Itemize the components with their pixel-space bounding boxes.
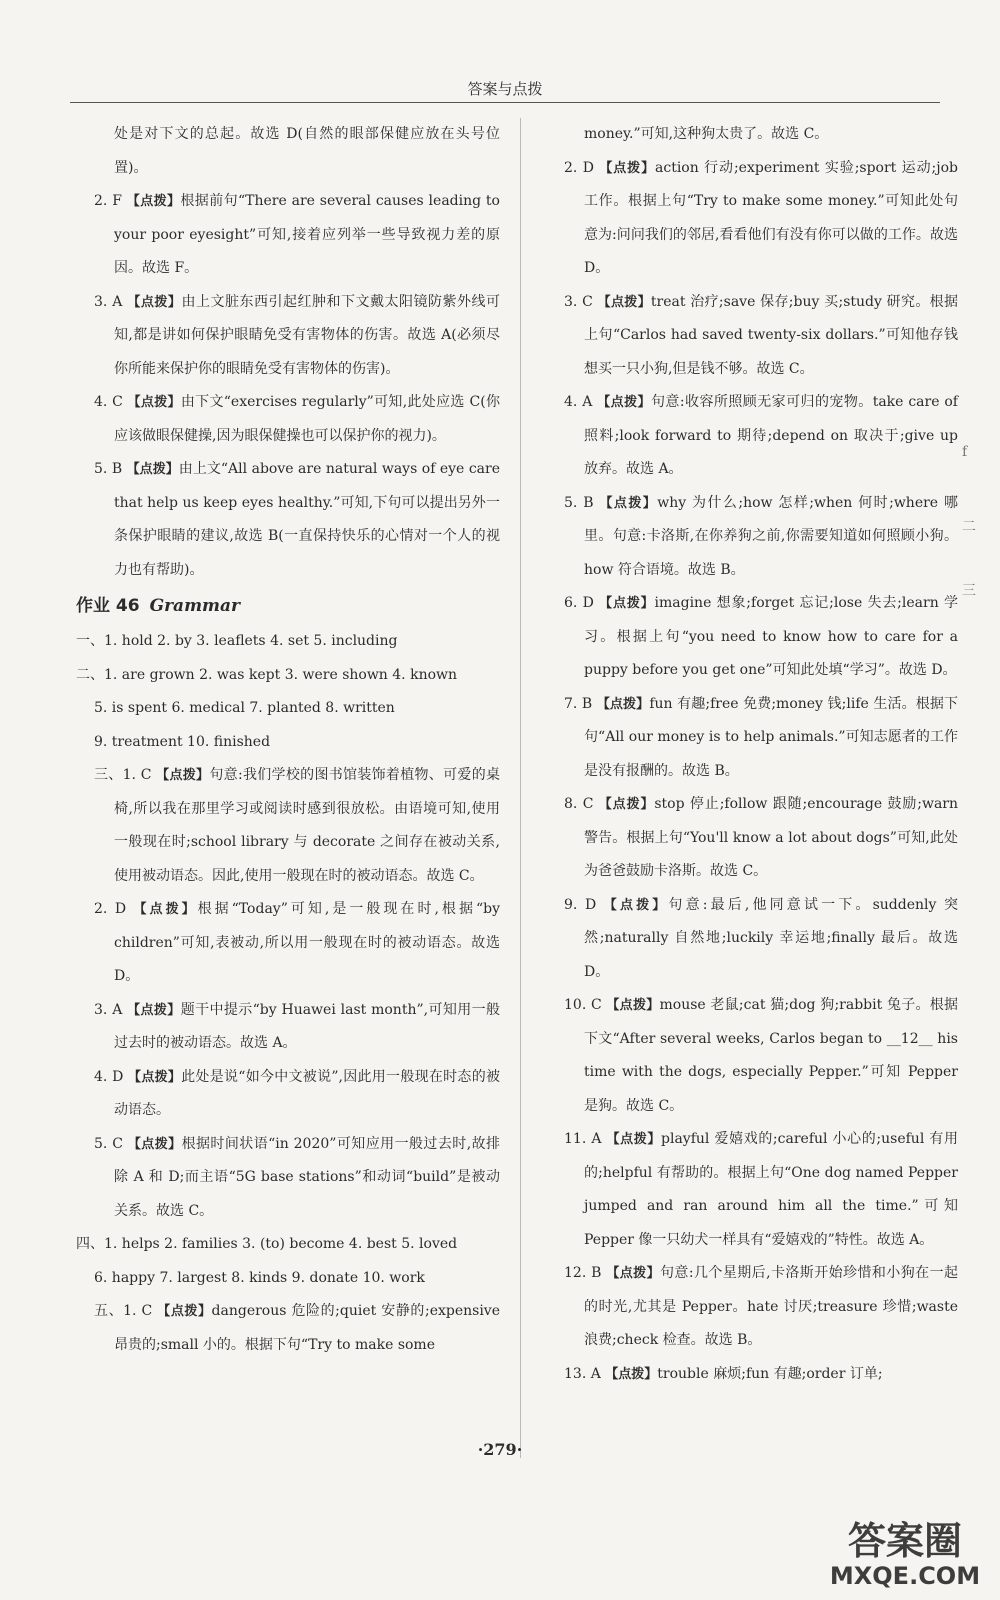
watermark-en: MXQE.COM: [829, 1562, 981, 1590]
edge-fragment: 三: [962, 583, 976, 599]
column-divider: [520, 118, 521, 1458]
hint-tag: 【点拨】: [606, 1132, 662, 1147]
answer-text: 四、1. helps 2. families 3. (to) become 4. best 5. loved: [76, 1236, 458, 1252]
section-title-en: Grammar: [149, 596, 241, 616]
hint-tag: 【点拨】: [599, 495, 658, 511]
hint-tag: 【点拨】: [127, 395, 181, 410]
watermark-cn: 答案圈: [847, 1519, 963, 1563]
hint-tag: 【点拨】: [133, 902, 198, 917]
answer-paragraph: [546, 889, 958, 990]
answer-text: stop 停止;follow 跟随;encourage 鼓励;warn 警告。根据上句“You'll know a lot about dogs”可知,此处为爸爸鼓励卡洛斯。故选 C。: [584, 796, 958, 879]
answer-text: imagine 想象;forget 忘记;lose 失去;learn 学习。根据上句“you need to know how to care for a puppy before you get one”可知此处填“学习”。故选 D。: [584, 595, 958, 678]
answer-paragraph: [76, 1128, 500, 1229]
answer-paragraph: [76, 1295, 500, 1362]
answer-number: 12. B: [564, 1265, 602, 1281]
hint-tag: 【点拨】: [126, 462, 179, 477]
answer-paragraph: [546, 989, 958, 1123]
answer-paragraph: [76, 185, 500, 286]
answer-text: 二、1. are grown 2. was kept 3. were shown 4. known: [76, 666, 458, 683]
hint-tag: 【点拨】: [127, 1136, 182, 1152]
answer-text: 题干中提示“by Huawei last month”,可知用一般过去时的被动语态。故选 A。: [114, 1001, 500, 1051]
answer-text: 处是对下文的总起。故选 D(自然的眼部保健应放在头号位置)。: [114, 126, 500, 176]
answer-text: action 行动;experiment 实验;sport 运动;job 工作。根据上句“Try to make some money.”可知此处句意为:问问我们的邻居,看看他们有没有你可以做的工作。故选 D。: [584, 159, 958, 276]
hint-tag: 【点拨】: [127, 294, 182, 310]
answer-number: 2. D: [564, 159, 594, 176]
answer-text: 根据“Today”可知,是一般现在时,根据“by children”可知,表被动,所以用一般现在时的被动语态。故选 D。: [114, 901, 500, 984]
answer-paragraph: [76, 453, 500, 587]
answer-number: 5. B: [564, 494, 594, 511]
answer-text: 由下文“exercises regularly”可知,此处应选 C(你应该做眼保健操,因为眼保健操也可以保护你的视力)。: [114, 394, 500, 444]
answer-paragraph: [76, 1061, 500, 1128]
hint-tag: 【点拨】: [596, 696, 650, 712]
answer-text: 6. happy 7. largest 8. kinds 9. donate 10. work: [94, 1269, 425, 1286]
answer-text: 句意:最后,他同意试一下。suddenly 突然;naturally 自然地;luckily 幸运地;finally 最后。故选 D。: [584, 896, 958, 980]
answer-text: why 为什么;how 怎样;when 何时;where 哪里。句意:卡洛斯,在你养狗之前,你需要知道如何照顾小狗。how 符合语境。故选 B。: [584, 494, 958, 578]
answer-number: 4. C: [94, 394, 123, 410]
hint-tag: 【点拨】: [597, 395, 651, 410]
hint-tag: 【点拨】: [599, 160, 656, 176]
section-title: [76, 589, 500, 623]
answer-number: 6. D: [564, 595, 594, 611]
answer-paragraph: [76, 726, 500, 760]
answer-text: 此处是说“如今中文被说”,因此用一般现在时态的被动语态。: [114, 1068, 500, 1118]
answer-text: playful 爱嬉戏的;careful 小心的;useful 有用的;helpful 有帮助的。根据上句“One dog named Pepper jumped and ran around him all the time.”可知 Pepper 像一只幼犬一样具有“爱嬉戏的”特性。故选 A。: [584, 1131, 958, 1248]
answer-number: 4. D: [94, 1068, 124, 1085]
edge-fragment: f: [962, 444, 968, 460]
answer-number: 五、1. C: [94, 1303, 153, 1319]
answer-paragraph: [76, 286, 500, 387]
answer-number: 2. D: [94, 901, 127, 917]
hint-tag: 【点拨】: [605, 1366, 658, 1382]
answer-text: 由上文“All above are natural ways of eye care that help us keep eyes healthy.”可知,下句可以提出另外一条保护眼睛的建议,故选 B(一直保持快乐的心情对一个人的视力也有帮助)。: [114, 461, 500, 578]
answer-text: 句意:几个星期后,卡洛斯开始珍惜和小狗在一起的时光,尤其是 Pepper。hate 讨厌;treasure 珍惜;waste 浪费;check 检查。故选 B。: [584, 1265, 958, 1348]
answer-paragraph: [546, 1358, 958, 1392]
answer-paragraph: [76, 893, 500, 994]
answer-number: 4. A: [564, 394, 593, 410]
answer-number: 7. B: [564, 695, 593, 712]
answer-text: 句意:我们学校的图书馆装饰着植物、可爱的桌椅,所以我在那里学习或阅读时感到很放松。由语境可知,使用一般现在时;school library 与 decorate 之间存在被动关系,使用被动语态。因此,使用一般现在时的被动语态。故选 C。: [114, 767, 500, 884]
answer-number: 三、1. C: [94, 767, 152, 783]
answer-paragraph: [76, 625, 500, 659]
answer-number: 5. B: [94, 461, 123, 477]
answer-number: 3. C: [564, 293, 593, 310]
hint-tag: 【点拨】: [127, 1002, 181, 1018]
answer-paragraph: [76, 118, 500, 185]
answer-paragraph: [546, 286, 958, 387]
hint-tag: 【点拨】: [603, 897, 669, 913]
hint-tag: 【点拨】: [126, 194, 181, 209]
answer-paragraph: [76, 692, 500, 726]
answer-number: 5. C: [94, 1135, 123, 1152]
left-column: [76, 118, 500, 1362]
page-number: ·279·: [477, 1440, 523, 1459]
answer-paragraph: [76, 386, 500, 453]
hint-tag: 【点拨】: [598, 797, 655, 812]
answer-paragraph: [546, 386, 958, 487]
hint-tag: 【点拨】: [606, 1266, 660, 1281]
answer-paragraph: [546, 118, 958, 152]
answer-paragraph: [546, 487, 958, 588]
answer-number: 3. A: [94, 1001, 123, 1018]
answer-paragraph: [546, 1257, 958, 1358]
answer-paragraph: [76, 759, 500, 893]
section-title-cn: 作业 46: [76, 596, 140, 616]
answer-number: 3. A: [94, 293, 123, 310]
answer-paragraph: [76, 659, 500, 693]
answer-text: 由上文脏东西引起红肿和下文戴太阳镜防紫外线可知,都是讲如何保护眼睛免受有害物体的伤害。故选 A(必须尽你所能来保护你的眼睛免受有害物体的伤害)。: [114, 293, 501, 377]
answer-paragraph: [546, 587, 958, 688]
hint-tag: 【点拨】: [128, 1069, 182, 1085]
answer-text: money.”可知,这种狗太贵了。故选 C。: [584, 126, 829, 142]
answer-text: trouble 麻烦;fun 有趣;order 订单;: [657, 1365, 883, 1382]
answer-paragraph: [546, 152, 958, 286]
page-header: 答案与点拨: [467, 80, 543, 98]
answer-text: fun 有趣;free 免费;money 钱;life 生活。根据下句“All our money is to help animals.”可知志愿者的工作是没有报酬的。故选 B。: [584, 695, 958, 779]
watermark-logo: [820, 1510, 990, 1590]
answer-text: 句意:收容所照顾无家可归的宠物。take care of 照料;look forward to 期待;depend on 取决于;give up 放弃。故选 A。: [584, 394, 958, 477]
answer-text: treat 治疗;save 保存;buy 买;study 研究。根据上句“Carlos had saved twenty-six dollars.”可知他存钱想买一只小狗,但是钱不够。故选 C。: [584, 293, 958, 377]
answer-paragraph: [546, 688, 958, 789]
answer-text: mouse 老鼠;cat 猫;dog 狗;rabbit 兔子。根据下文“After several weeks, Carlos began to __12__ his time with the dogs, especially Pepper.”可知 Pepper 是狗。故选 C。: [584, 997, 959, 1114]
hint-tag: 【点拨】: [156, 768, 210, 783]
answer-text: 根据前句“There are several causes leading to your poor eyesight”可知,接着应列举一些导致视力差的原因。故选 F。: [114, 193, 500, 276]
hint-tag: 【点拨】: [599, 596, 655, 611]
right-column: [546, 118, 958, 1391]
answer-text: 一、1. hold 2. by 3. leaflets 4. set 5. including: [76, 633, 398, 649]
header-rule: [70, 102, 940, 103]
hint-tag: 【点拨】: [606, 998, 660, 1013]
answer-number: 2. F: [94, 193, 122, 209]
answer-paragraph: [76, 1228, 500, 1262]
answer-number: 11. A: [564, 1131, 602, 1147]
answer-text: dangerous 危险的;quiet 安静的;expensive 昂贵的;small 小的。根据下句“Try to make some: [114, 1303, 500, 1353]
answer-text: 根据时间状语“in 2020”可知应用一般过去时,故排除 A 和 D;而主语“5G base stations”和动词“build”是被动关系。故选 C。: [114, 1135, 500, 1219]
answer-number: 9. D: [564, 896, 597, 913]
answer-number: 13. A: [564, 1365, 601, 1382]
answer-paragraph: [546, 788, 958, 889]
answer-text: 5. is spent 6. medical 7. planted 8. written: [94, 700, 395, 716]
answer-paragraph: [76, 994, 500, 1061]
answer-paragraph: [76, 1262, 500, 1296]
answer-number: 10. C: [564, 997, 602, 1013]
answer-paragraph: [546, 1123, 958, 1257]
answer-text: 9. treatment 10. finished: [94, 733, 271, 750]
answer-number: 8. C: [564, 796, 594, 812]
hint-tag: 【点拨】: [597, 294, 651, 310]
hint-tag: 【点拨】: [157, 1304, 212, 1319]
edge-fragment: 二: [962, 519, 976, 535]
